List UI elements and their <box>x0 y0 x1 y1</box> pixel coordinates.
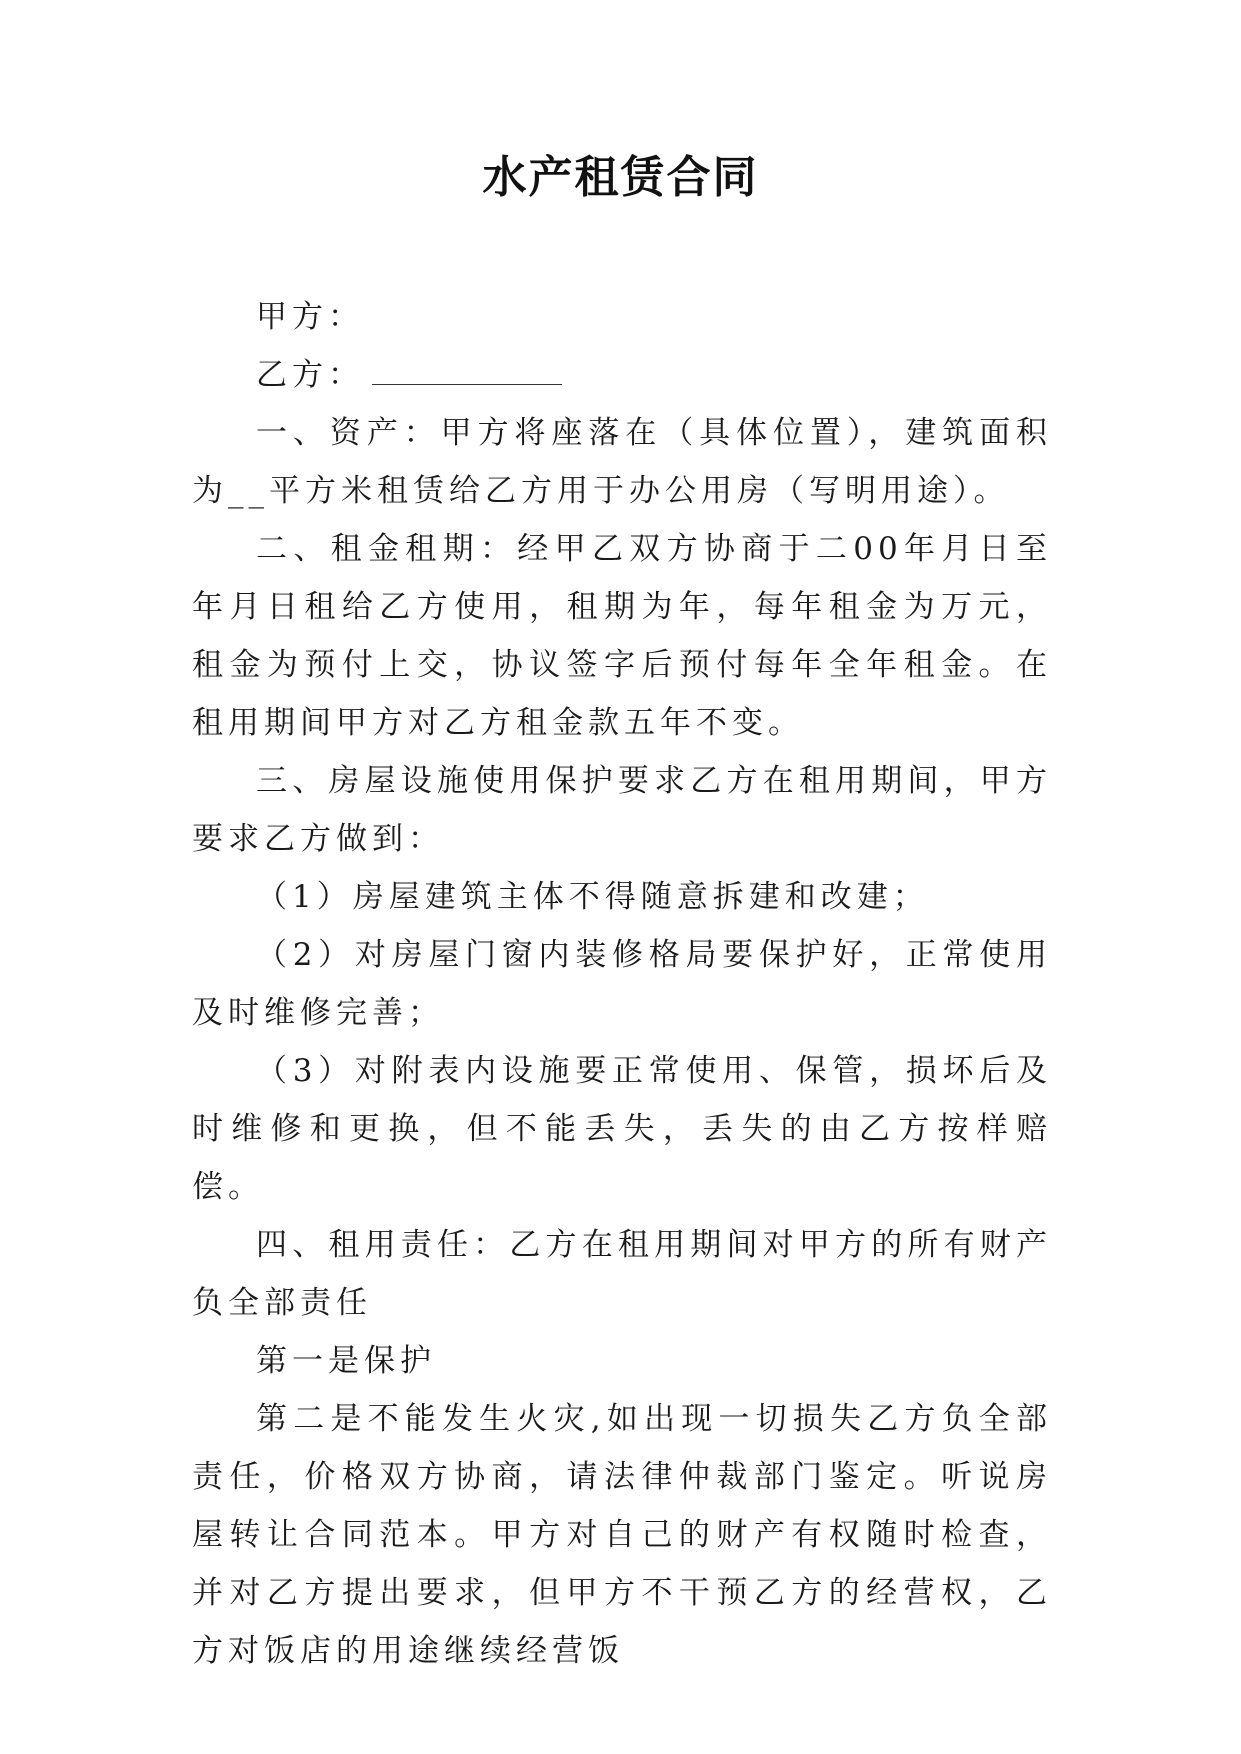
clause-3-item-3: （3）对附表内设施要正常使用、保管，损坏后及时维修和更换，但不能丢失，丢失的由乙方按样赔偿。 <box>192 1053 1052 1205</box>
party-b-label: 乙方： <box>256 357 364 393</box>
clause-3-item-2: （2）对房屋门窗内装修格局要保护好，正常使用及时维修完善； <box>192 937 1052 1031</box>
document-body <box>192 288 1052 1680</box>
document-title: 水产租赁合同 <box>482 152 759 203</box>
clause-1-assets: 一、资产：甲方将座落在（具体位置），建筑面积为__平方米租赁给乙方用于办公用房（写明用途）。 <box>192 415 1052 509</box>
clause-3-facility-protection: 三、房屋设施使用保护要求乙方在租用期间，甲方要求乙方做到： <box>192 763 1052 857</box>
clause-4-first: 第一是保护 <box>256 1343 436 1379</box>
party-b-blank <box>372 356 562 385</box>
party-a-line: 甲方： <box>256 299 364 335</box>
clause-2-rent-term: 二、租金租期：经甲乙双方协商于二00年月日至年月日租给乙方使用，租期为年，每年租金为万元，租金为预付上交，协议签字后预付每年全年租金。在租用期间甲方对乙方租金款五年不变。 <box>192 531 1052 741</box>
clause-4-responsibility: 四、租用责任：乙方在租用期间对甲方的所有财产负全部责任 <box>192 1227 1052 1321</box>
party-b-line <box>192 346 1052 404</box>
clause-4-second: 第二是不能发生火灾,如出现一切损失乙方负全部责任，价格双方协商，请法律仲裁部门鉴定。听说房屋转让合同范本。甲方对自己的财产有权随时检查，并对乙方提出要求，但甲方不干预乙方的经营权，乙方对饭店的用途继续经营饭 <box>192 1401 1052 1669</box>
clause-3-item-1: （1）房屋建筑主体不得随意拆建和改建； <box>256 879 929 915</box>
